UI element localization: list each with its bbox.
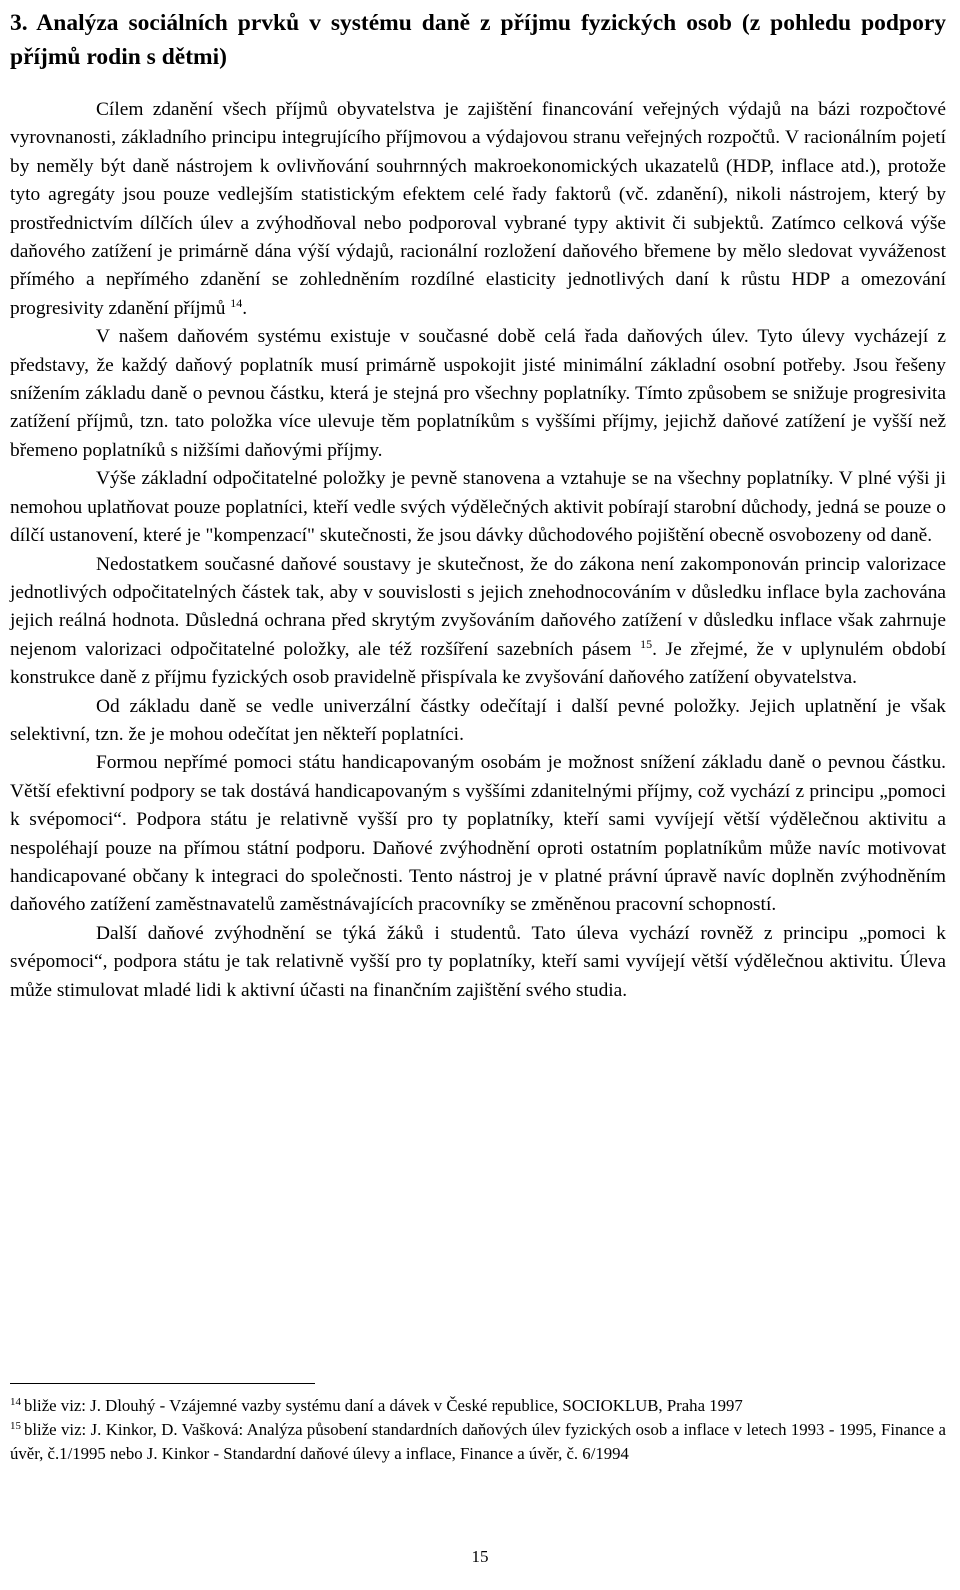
footnote-number: 14 — [10, 1396, 21, 1408]
paragraph-1 — [10, 96, 946, 323]
paragraph-text: Nedostatkem současné daňové soustavy je skutečnost, že do zákona není zakomponován princip valorizace jednotlivých odpočitatelných částek tak, aby v souvislosti s jejich znehodnocováním v důsledku inflace byla zachována jejich reálná hodnota. Důsledná ochrana před skrytým zvyšováním daňového zatížení v důsledku inflace však zahrnuje nejenom valorizaci odpočitatelné položky, ale též rozšíření sazebních pásem — [10, 553, 946, 660]
footnote-text: bliže viz: J. Dlouhý - Vzájemné vazby systému daní a dávek v České republice, SOCIOKLUB, Praha 1997 — [24, 1396, 743, 1415]
paragraph-6: Formou nepřímé pomoci státu handicapovaným osobám je možnost snížení základu daně o pevnou částku. Větší efektivní podpory se tak dostává handicapovaným s vyššími zdanitelnými příjmy, což vychází z principu „pomoci k svépomoci“. Podpora státu je relativně vyšší pro ty poplatníky, kteří sami vyvíjejí větší výdělečnou aktivitu a nespoléhají pouze na přímou státní podporu. Daňové zvýhodnění oproti ostatním poplatníkům může navíc motivovat handicapované občany k integraci do společnosti. Tento nástroj je v platné právní úpravě navíc doplněn zvýhodněním daňového zatížení zaměstnavatelů zaměstnávajících pracovníky se změněnou pracovní schopností. — [10, 752, 946, 916]
footnote-15 — [10, 1418, 946, 1466]
paragraph-text: Cílem zdanění všech příjmů obyvatelstva je zajištění financování veřejných výdajů na bázi rozpočtové vyrovnanosti, základního principu integrujícího příjmovou a výdajovou stranu veřejných rozpočtů. V racionálním pojetí by neměly být daně nástrojem k ovlivňování souhrnných makroekonomických ukazatelů (HDP, inflace atd.), protože tyto agregáty jsou pouze vedlejším statistickým efektem celé řady faktorů (vč. zdanění), nikoli nástrojem, který by prostřednictvím dílčích úlev a zvýhodňoval nebo podporoval vybrané typy aktivit či subjektů. Zatímco celková výše daňového zatížení je primárně dána výší výdajů, racionální rozložení daňového břemene by mělo sledovat vyváženost přímého a nepřímého zdanění se zohledněním rozdílné elasticity jednotlivých daní k růstu HDP a omezování progresivity zdanění příjmů — [10, 99, 946, 319]
footnote-reference[interactable]: 14 — [230, 295, 243, 310]
footnote-reference[interactable]: 15 — [640, 636, 653, 651]
paragraph-4 — [10, 551, 946, 693]
footnote-14 — [10, 1394, 946, 1418]
page-number: 15 — [471, 1547, 489, 1566]
paragraph-2: V našem daňovém systému existuje v současné době celá řada daňových úlev. Tyto úlevy vycházejí z představy, že každý daňový poplatník musí primárně uspokojit jisté minimální základní osobní potřeby. Jsou řešeny snížením základu daně o pevnou částku, která je stejná pro všechny poplatníky. Tímto způsobem se snižuje progresivita zatížení příjmů, tzn. tato položka více ulevuje těm poplatníkům s vyššími příjmy, jejichž daňové zatížení je vyšší než břemeno poplatníků s nižšími daňovými příjmy. — [10, 326, 946, 461]
paragraph-text-continuation: . Je zřejmé, že v uplynulém období konstrukce daně z příjmu fyzických osob pravidelně přispívala ke zvyšování daňového zatížení obyvatelstva. — [10, 638, 946, 689]
paragraph-5: Od základu daně se vedle univerzální částky odečítají i další pevné položky. Jejich uplatnění je však selektivní, tzn. že je mohou odečítat jen někteří poplatníci. — [10, 695, 946, 745]
body-text — [10, 96, 946, 1005]
paragraph-7: Další daňové zvýhodnění se týká žáků i studentů. Tato úleva vychází rovněž z principu „pomoci k svépomoci“, podpora státu je tak relativně vyšší pro ty poplatníky, kteří sami vyvíjejí větší výdělečnou aktivitu. Úleva může stimulovat mladé lidi k aktivní účasti na finančním zajištění svého studia. — [10, 922, 946, 1001]
footnote-number: 15 — [10, 1419, 21, 1432]
footnote-divider — [10, 1383, 315, 1384]
paragraph-text-continuation: . — [242, 297, 248, 319]
section-heading: 3. Analýza sociálních prvků v systému daně z příjmu fyzických osob (z pohledu podpory příjmů rodin s dětmi) — [10, 10, 946, 70]
paragraph-3: Výše základní odpočitatelné položky je pevně stanovena a vztahuje se na všechny poplatníky. V plné výši ji nemohou uplatňovat pouze poplatníci, kteří vedle svých výdělečných aktivit pobírají starobní důchody, jedná se pouze o dílčí ustanovení, které je "kompenzací" skutečnosti, že jsou dávky důchodového pojištění obecně osvobozeny od daně. — [10, 468, 946, 547]
footnotes — [10, 1394, 946, 1465]
footnote-text: bliže viz: J. Kinkor, D. Vašková: Analýza působení standardních daňových úlev fyzických osob a inflace v letech 1993 - 1995, Finance a úvěr, č.1/1995 nebo J. Kinkor - Standardní daňové úlevy a inflace, Finance a úvěr, č. 6/1994 — [10, 1419, 946, 1463]
